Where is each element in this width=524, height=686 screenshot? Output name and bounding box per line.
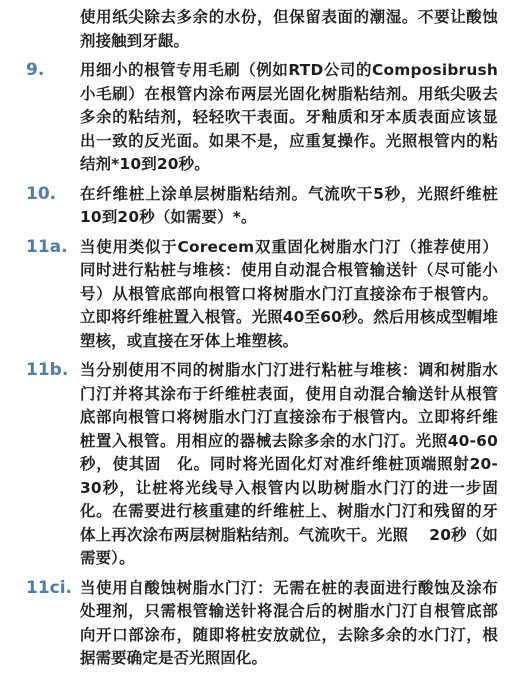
step-11ci bbox=[26, 577, 498, 671]
step-text: 当分别使用不同的树脂水门汀进行粘桩与堆核：调和树脂水门汀并将其涂布于纤维桩表面，使用自动混合输送针从根管底部向根管口将树脂水门汀直接涂布于根管内。立即将纤维桩置入根管。用相应的器械去除多余的水门汀。光照40-60秒，使其固 化。同时将光固化灯对准纤维桩顶端照射20-30秒，让桩将光线导入根管内以助树脂水门汀的进一步固化。在需要进行核重建的纤维桩上、树脂水门汀和残留的牙体上再次涂布两层树脂粘结剂。气流吹干。光照 20秒（如需要）。 bbox=[80, 361, 498, 567]
step-number: 11a. bbox=[26, 236, 68, 257]
step-text: 当使用自酸蚀树脂水门汀：无需在桩的表面进行酸蚀及涂布处理剂，只需根管输送针将混合后的树脂水门汀自根管底部向开口部涂布，随即将桩安放就位，去除多余的水门汀，根据需要确定是否光照固化。 bbox=[80, 578, 498, 667]
step-text: 用细小的根管专用毛刷（例如RTD公司的Composibrush小毛刷）在根管内涂布两层光固化树脂粘结剂。用纸尖吸去多余的粘结剂，轻轻吹干表面。牙釉质和牙本质表面应该显出一致的反光面。如果不是，应重复操作。光照根管内的粘结剂*10到20秒。 bbox=[80, 61, 498, 173]
step-text: 当使用类似于Corecem双重固化树脂水门汀（推荐使用）同时进行粘桩与堆核：使用自动混合根管输送针（尽可能小号）从根管底部向根管口将树脂水门汀直接涂布于根管内。立即将纤维桩置入根管。光照40至60秒。然后用核成型帽堆塑核，或直接在牙体上堆塑核。 bbox=[80, 237, 498, 350]
intro-continuation-text: 使用纸尖除去多余的水份，但保留表面的潮湿。不要让酸蚀剂接触到牙龈。 bbox=[80, 8, 498, 50]
step-number: 9. bbox=[26, 60, 45, 80]
step-11b bbox=[26, 359, 498, 571]
step-number: 10. bbox=[26, 183, 57, 204]
step-10 bbox=[26, 183, 498, 230]
step-text: 在纤维桩上涂单层树脂粘结剂。气流吹干5秒，光照纤维桩10到20秒（如需要）*。 bbox=[80, 184, 498, 226]
step-number: 11ci. bbox=[26, 577, 73, 598]
step-11a bbox=[26, 236, 498, 354]
step-9 bbox=[26, 59, 498, 177]
step-number: 11b. bbox=[26, 360, 69, 380]
